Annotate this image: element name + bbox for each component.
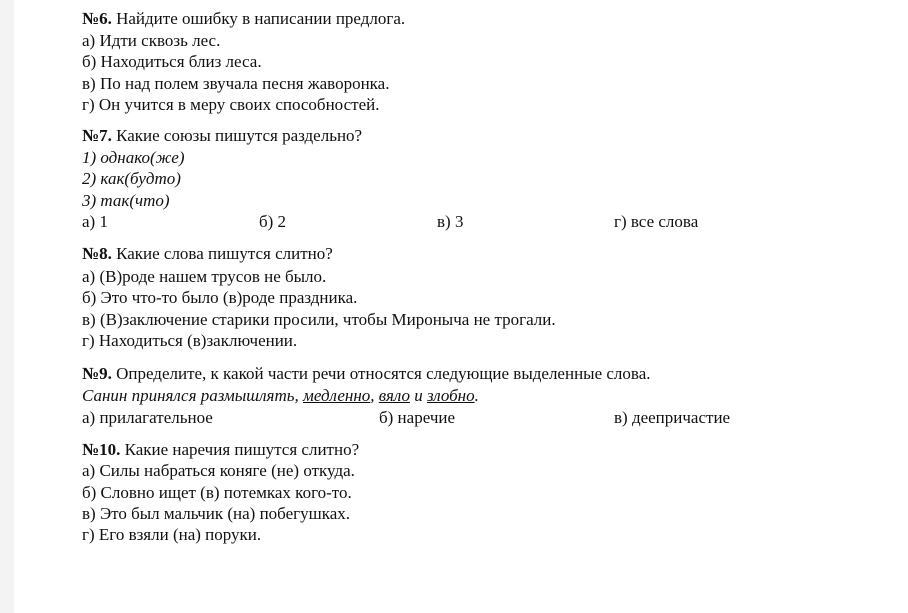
- question-10-option-b: б) Словно ищет (в) потемках кого-то.: [82, 483, 352, 502]
- question-9-sentence-start: Санин принялся размышлять,: [82, 386, 303, 405]
- question-7-answer-d: г) все слова: [614, 212, 699, 231]
- question-6-option-b: б) Находиться близ леса.: [82, 52, 262, 71]
- question-9-text: Определите, к какой части речи относятся следующие выделенные слова.: [111, 364, 651, 383]
- question-8-number: №8.: [82, 244, 112, 263]
- question-9-title: [82, 364, 651, 385]
- question-10-option-c: в) Это был мальчик (на) побегушках.: [82, 504, 350, 523]
- question-9-number: №9.: [82, 364, 112, 383]
- question-7-answer-c: в) 3: [437, 212, 464, 231]
- question-7-text: Какие союзы пишутся раздельно?: [111, 126, 363, 145]
- question-9-answer-b: б) наречие: [379, 408, 456, 427]
- question-10-option-a: а) Силы набраться коняге (не) откуда.: [82, 461, 355, 480]
- question-6-text: Найдите ошибку в написании предлога.: [111, 9, 406, 28]
- question-8-title: [82, 244, 333, 265]
- question-6-option-c: в) По над полем звучала песня жаворонка.: [82, 74, 390, 93]
- question-8-option-a: а) (В)роде нашем трусов не было.: [82, 267, 327, 286]
- question-6-option-d: г) Он учится в меру своих способностей.: [82, 95, 380, 114]
- question-9-answer-c: в) деепричастие: [614, 408, 731, 427]
- question-7-item-1: 1) однако(же): [82, 148, 185, 167]
- question-9-separator-1: ,: [370, 386, 379, 405]
- question-9-separator-2: и: [409, 386, 427, 405]
- question-9-answers: [82, 408, 842, 429]
- question-10-number: №10.: [82, 440, 121, 459]
- question-9-word-3: злобно: [426, 386, 475, 405]
- document-page: [14, 0, 908, 613]
- question-9-sentence: [82, 386, 479, 407]
- question-10-option-d: г) Его взяли (на) поруки.: [82, 525, 262, 544]
- question-9-word-1: медленно: [302, 386, 371, 405]
- question-7-title: [82, 126, 362, 147]
- question-8-option-d: г) Находиться (в)заключении.: [82, 331, 298, 350]
- question-7-item-3: 3) так(что): [82, 191, 170, 210]
- question-7-number: №7.: [82, 126, 112, 145]
- question-7-answer-b: б) 2: [259, 212, 287, 231]
- question-6-number: №6.: [82, 9, 112, 28]
- question-7-item-2: 2) как(будто): [82, 169, 181, 188]
- question-8-option-c: в) (В)заключение старики просили, чтобы Мироныча не трогали.: [82, 310, 556, 329]
- question-9-answer-a: а) прилагательное: [82, 408, 213, 427]
- question-8-option-b: б) Это что-то было (в)роде праздника.: [82, 288, 358, 307]
- question-9-sentence-end: .: [474, 386, 479, 405]
- question-10-text: Какие наречия пишутся слитно?: [120, 440, 360, 459]
- question-7-answer-a: а) 1: [82, 212, 108, 231]
- question-9-word-2: вяло: [378, 386, 410, 405]
- question-7-answers: [82, 212, 842, 233]
- question-10-title: [82, 440, 359, 461]
- question-6-option-a: а) Идти сквозь лес.: [82, 31, 221, 50]
- question-8-text: Какие слова пишутся слитно?: [111, 244, 333, 263]
- question-6-title: [82, 9, 405, 30]
